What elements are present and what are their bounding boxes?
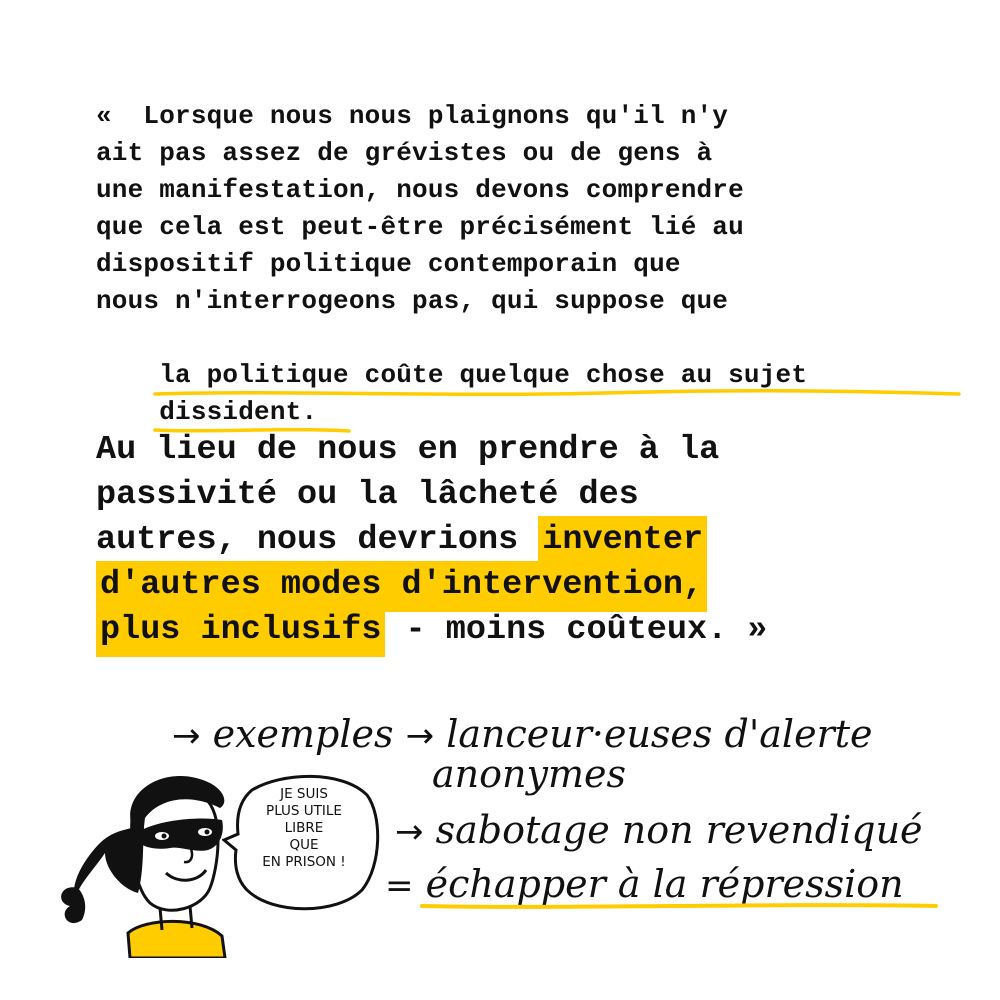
example-whistleblowers: lanceur·euses d'alerte [446, 712, 873, 756]
example-whistleblowers-line2: anonymes [432, 752, 626, 796]
masked-character-illustration [50, 758, 240, 958]
underlined-line [96, 320, 916, 390]
examples-note [172, 712, 873, 756]
highlight-marker: plus inclusifs [96, 606, 385, 657]
conclusion-underline [420, 900, 940, 912]
quote-paragraph-2 [96, 428, 956, 653]
quote-line: plus inclusifs - moins coûteux. » [96, 608, 956, 653]
equals-sign: = [385, 866, 414, 906]
underlined-phrase: la politique coûte quelque chose au sujet [159, 360, 807, 390]
conclusion-text: échapper à la répression [426, 862, 904, 906]
quote-line: dispositif politique contemporain que [96, 249, 681, 279]
conclusion-note [385, 862, 904, 906]
quote-line: nous n'interrogeons pas, qui suppose que [96, 286, 729, 316]
arrow-right-icon: → [405, 716, 435, 756]
example-sabotage: → sabotage non revendiqué [395, 808, 923, 852]
quote-line: que cela est peut-être précisément lié au [96, 212, 744, 242]
quote-line [96, 563, 956, 608]
arrow-right-icon: → [395, 812, 424, 852]
examples-label: exemples [212, 712, 394, 756]
speech-bubble-text: JE SUIS PLUS UTILE LIBRE QUE EN PRISON ! [262, 786, 346, 870]
highlight-marker: d'autres modes d'intervention, [96, 561, 707, 612]
quote-line: « Lorsque nous nous plaignons qu'il n'y [96, 101, 729, 131]
quote-line: ait pas assez de grévistes ou de gens à [96, 138, 713, 168]
quote-line: Au lieu de nous en prendre à la [96, 431, 720, 469]
quote-line: autres, nous devrions inventer [96, 518, 956, 563]
quote-line: passivité ou la lâcheté des [96, 476, 639, 514]
quote-paragraph-1 [96, 98, 916, 427]
arrow-right-icon: → [172, 716, 201, 756]
highlight-marker: inventer [538, 516, 707, 567]
underlined-phrase: dissident. [159, 397, 317, 427]
quote-line: une manifestation, nous devons comprendre [96, 175, 744, 205]
